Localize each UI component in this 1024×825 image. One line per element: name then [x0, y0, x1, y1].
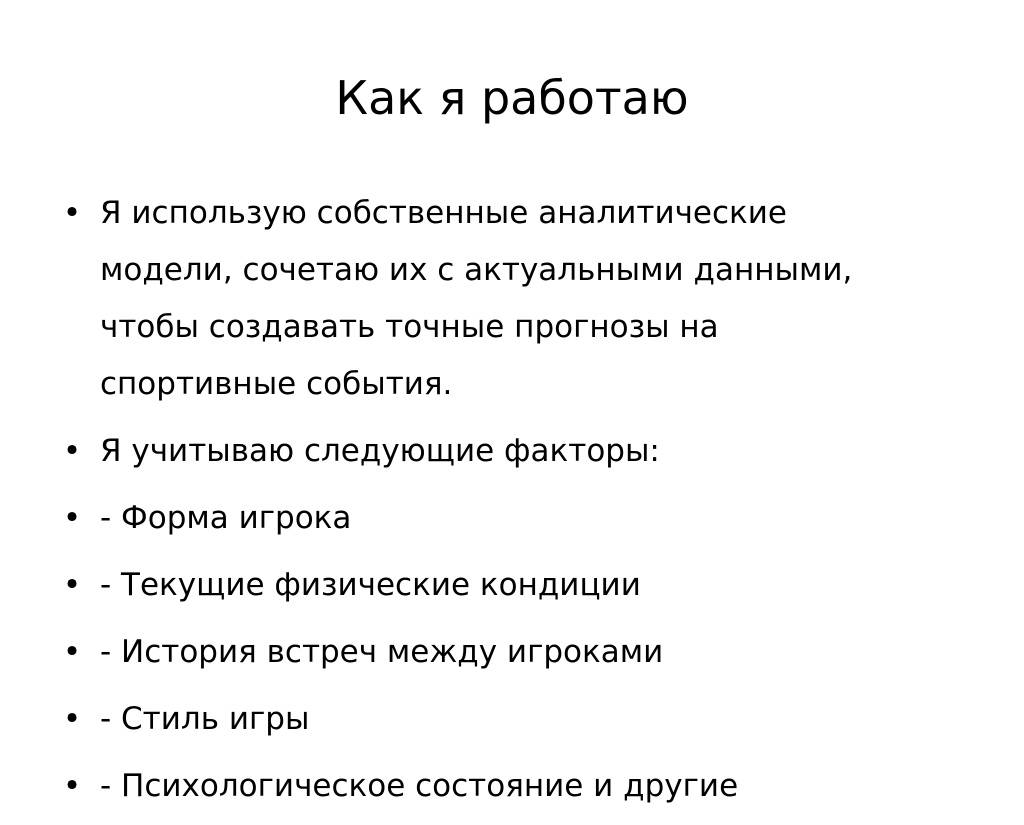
bullet-item — [60, 691, 960, 748]
bullet-text: - История встреч между игроками — [100, 634, 664, 670]
bullet-text: - Психологическое состояние и другие — [100, 768, 739, 804]
bullet-item — [60, 624, 960, 681]
bullet-dot-icon: • — [62, 433, 82, 469]
bullet-text: - Текущие физические кондиции — [100, 567, 641, 603]
bullet-dot-icon: • — [62, 567, 82, 603]
slide-title: Как я работаю — [335, 71, 689, 125]
bullet-dot-icon: • — [62, 634, 82, 670]
bullet-list — [60, 185, 960, 825]
bullet-text: Я учитываю следующие факторы: — [100, 433, 660, 469]
bullet-item — [60, 185, 960, 413]
bullet-text: Я использую собственные аналитические модели, сочетаю их с актуальными данными, чтобы создавать точные прогнозы на спортивные события. — [100, 195, 853, 402]
bullet-item — [60, 423, 960, 480]
bullet-dot-icon: • — [62, 195, 82, 231]
bullet-dot-icon: • — [62, 500, 82, 536]
bullet-dot-icon: • — [62, 768, 82, 804]
bullet-text: - Форма игрока — [100, 500, 352, 536]
bullet-item — [60, 490, 960, 547]
bullet-dot-icon: • — [62, 701, 82, 737]
bullet-item — [60, 557, 960, 614]
bullet-text: - Стиль игры — [100, 701, 310, 737]
bullet-item — [60, 758, 960, 815]
